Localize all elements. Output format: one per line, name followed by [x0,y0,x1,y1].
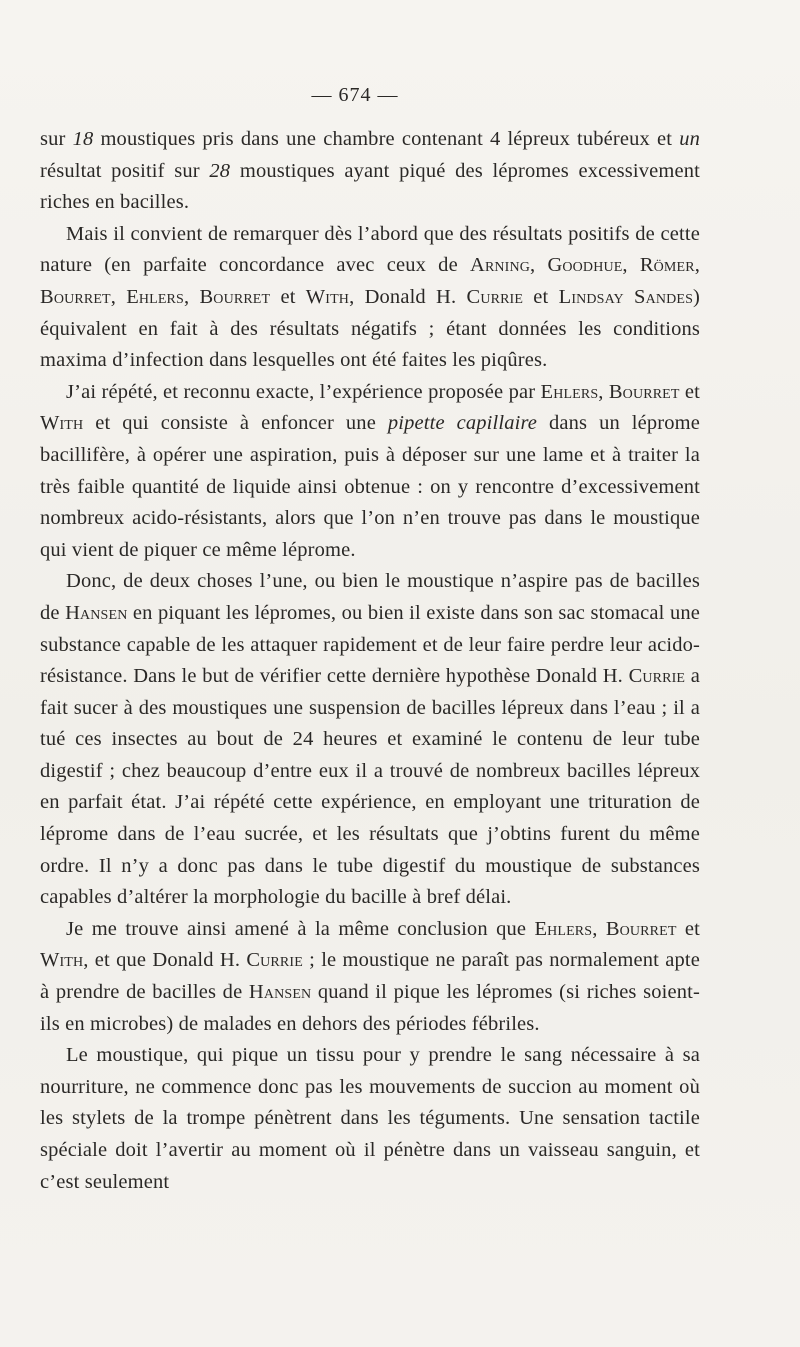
author-name: Ehlers, Bourret [534,917,677,940]
author-name: Hansen [65,601,128,624]
text-run: résultat positif sur [40,159,210,182]
author-name: Ehlers, Bourret [540,380,680,403]
text-run: ) équivalent en fait à des résultats négatifs ; étant données les conditions maxima d’infection dans lesquelles ont été faites les piqûres. [40,285,700,372]
author-name: With [40,412,84,435]
text-run: moustiques ayant piqué des lépromes excessivement riches en bacilles. [40,159,700,214]
author-name: With [40,949,84,972]
italic-text: pipette capillaire [387,412,538,435]
paragraph-p2 [40,219,700,377]
text-run: J’ai répété, et reconnu exacte, l’expérience proposée par [66,380,541,403]
text-run: a fait sucer à des moustiques une suspension de bacilles lépreux dans l’eau ; il a tué ces insectes au bout de 24 heures et examiné le contenu de leur tube digestif ; chez beaucoup d’entre eux il a trouvé de nombreux bacilles lépreux en parfait état. J’ai répété cette expérience, en employant une trituration de léprome dans de l’eau sucrée, et les résultats que j’obtins furent du même ordre. Il n’y a donc pas dans le tube digestif du moustique de substances capables d’altérer la morphologie du bacille à bref délai. [40,665,700,909]
paragraph-p3 [40,377,700,567]
text-run: dans un léprome bacillifère, à opérer une aspiration, puis à déposer sur une lame et à traiter la très faible quantité de liquide ainsi obtenue : on y rencontre d’excessivement nombreux acido-résistants, alors que l’on n’en trouve pas dans le moustique qui vient de piquer ce même léprome. [40,412,700,561]
italic-text: 28 [209,159,231,182]
paragraph-p4 [40,566,700,914]
author-name: Hansen [248,981,312,1004]
paragraph-p6 [40,1040,700,1198]
text-run: et [676,917,700,940]
text-run: et [270,285,306,308]
body-text [40,124,700,1198]
text-run: et qui consiste à enfoncer une [83,412,388,435]
paragraph-p1 [40,124,700,219]
text-run: ; le moustique ne paraît pas normalement apte à prendre de bacilles de [40,949,700,1004]
text-run: , Donald H. [349,285,467,308]
author-name: Arning, Goodhue, Römer, Bourret, Ehlers, Bourret [40,254,700,308]
text-run: Mais il convient de remarquer dès l’abord que des résultats positifs de cette nature (en parfaite concordance avec ceux de [40,222,700,277]
paragraph-p5 [40,914,700,1040]
text-run: en piquant les lépromes, ou bien il existe dans son sac stomacal une substance capable de les attaquer rapidement et de leur faire perdre leur acido-résistance. Dans le but de vérifier cette dernière hypothèse Donald H. [40,601,700,688]
text-run: moustiques pris dans une chambre contenant 4 lépreux tubéreux et [93,128,680,150]
text-run: Je me trouve ainsi amené à la même conclusion que [66,917,535,940]
italic-text: 18 [72,128,94,150]
italic-text: un [679,128,700,150]
author-name: Currie [628,665,686,688]
text-run: quand il pique les lépromes (si riches soient-ils en microbes) de malades en dehors des périodes fébriles. [40,981,700,1035]
author-name: Lindsay Sandes [558,285,694,308]
text-run: Le moustique, qui pique un tissu pour y prendre le sang nécessaire à sa nourriture, ne commence donc pas les mouvements de succion au moment où les stylets de la trompe pénètrent dans les téguments. Une sensation tactile spéciale doit l’avertir au moment où il pénètre dans un vaisseau sanguin, et c’est seulement [40,1044,700,1193]
author-name: Currie [466,285,524,308]
text-run: et [523,285,559,308]
text-run: et [679,380,700,403]
page-number: — 674 — [311,84,399,106]
text-run: Donc, de deux choses l’une, ou bien le moustique n’aspire pas de bacilles de [40,570,700,624]
text-run: sur [40,128,73,150]
text-run: , et que Donald H. [83,949,247,972]
author-name: With [305,285,350,308]
author-name: Currie [246,949,303,972]
